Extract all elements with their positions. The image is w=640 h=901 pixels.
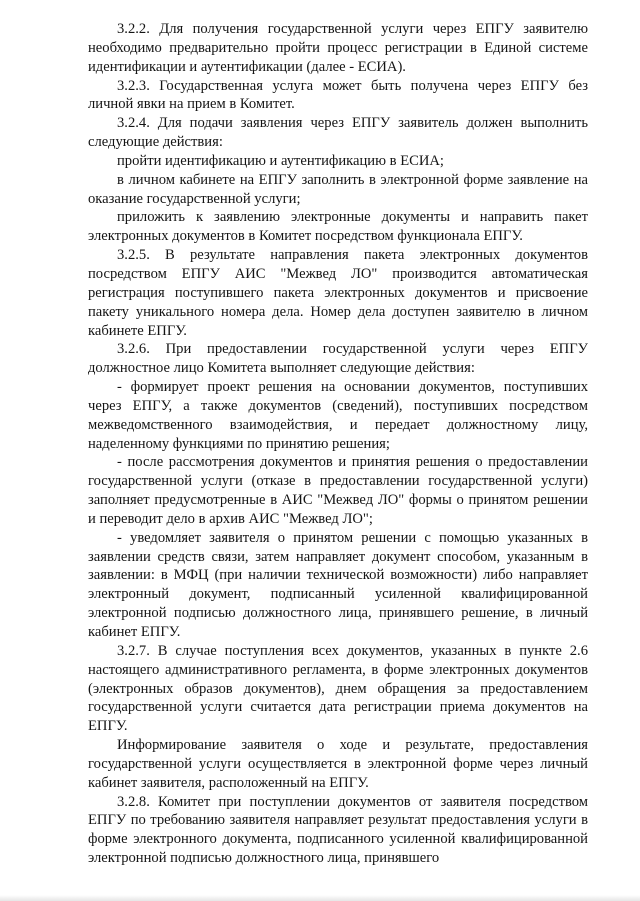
paragraph-3-2-3: 3.2.3. Государственная услуга может быть получена через ЕПГУ без личной явки на прием в Комитет. [88,77,588,113]
action-item-fill-form: в личном кабинете на ЕПГУ заполнить в электронной форме заявление на оказание государственной услуги; [88,171,588,207]
official-action-notify-applicant: - уведомляет заявителя о принятом решении с помощью указанных в заявлении средств связи, затем направляет документ способом, указанным в заявлении: в МФЦ (при наличии технической возможности) либо направляет электронный документ, подписанный усиленной квалифицированной электронной подписью должностного лица, принявшего решение, в личный кабинет ЕПГУ. [88,529,588,640]
official-action-fill-forms: - после рассмотрения документов и принятия решения о предоставлении государственной услуги (отказе в предоставлении государственной услуги) заполняет предусмотренные в АИС "Межвед ЛО" формы о принятом решении и переводит дело в архив АИС "Межвед ЛО"; [88,454,588,527]
paragraph-3-2-2: 3.2.2. Для получения государственной услуги через ЕПГУ заявителю необходимо предварительно пройти процесс регистрации в Единой системе идентификации и аутентификации (далее - ЕСИА). [88,21,588,75]
paragraph-3-2-7: 3.2.7. В случае поступления всех документов, указанных в пункте 2.6 настоящего административного регламента, в форме электронных документов (электронных образов документов), днем обращения за предоставлением государственной услуги считается дата регистрации приема документов на ЕПГУ. [88,642,588,735]
action-item-attach-documents: приложить к заявлению электронные документы и направить пакет электронных документов в Комитет посредством функционала ЕПГУ. [88,209,588,245]
scan-bottom-edge [0,895,640,901]
paragraph-3-2-8: 3.2.8. Комитет при поступлении документов от заявителя посредством ЕПГУ по требованию заявителя направляет результат предоставления услуги в форме электронного документа, подписанного усиленной квалифицированной электронной подписью должностного лица, принявшего [88,793,588,867]
action-item-esia: пройти идентификацию и аутентификацию в ЕСИА; [117,152,444,169]
paragraph-3-2-5: 3.2.5. В результате направления пакета электронных документов посредством ЕПГУ АИС "Межвед ЛО" производится автоматическая регистрация поступившего пакета электронных документов и присвоение пакету уникального номера дела. Номер дела доступен заявителю в личном кабинете ЕПГУ. [88,247,588,339]
official-action-draft-decision: - формирует проект решения на основании документов, поступивших через ЕПГУ, а также документов (сведений), поступивших посредством межведомственного взаимодействия, и передает должностному лицу, наделенному функциями по принятию решения; [88,379,588,452]
document-page [88,20,588,868]
paragraph-informing: Информирование заявителя о ходе и результате, предоставления государственной услуги осуществляется в электронной форме через личный кабинет заявителя, расположенный на ЕПГУ. [88,737,588,791]
paragraph-3-2-4: 3.2.4. Для подачи заявления через ЕПГУ заявитель должен выполнить следующие действия: [88,115,588,151]
paragraph-3-2-6: 3.2.6. При предоставлении государственной услуги через ЕПГУ должностное лицо Комитета выполняет следующие действия: [88,341,588,377]
